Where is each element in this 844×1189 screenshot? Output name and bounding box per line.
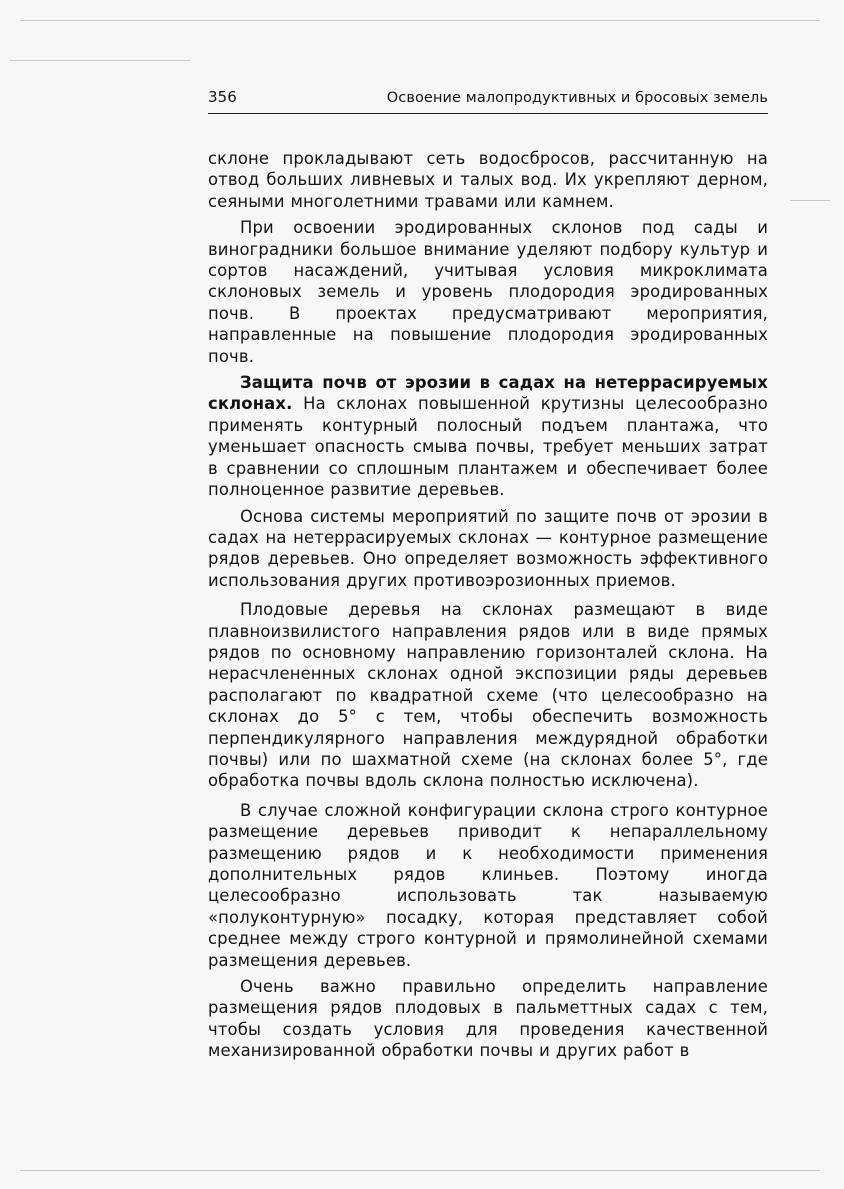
scan-noise-line <box>790 200 830 201</box>
scan-noise-line <box>20 1170 820 1171</box>
paragraph: В случае сложной конфигурации склона строго контурное размещение деревьев приводит к непараллельному размещению рядов и к необходимости применения дополнительных рядов клиньев. Поэтому иногда целесообразно использовать так называемую «полуконтурную» посадку, которая представляет собой среднее между строго контурной и прямолинейной схемами размещения деревьев. <box>208 800 768 970</box>
page-number: 356 <box>208 88 237 106</box>
paragraph: Очень важно правильно определить направление размещения рядов плодовых в пальметтных садах с тем, чтобы создать условия для проведения качественной механизированной обработки почвы и других работ в <box>208 977 768 1061</box>
scan-noise-line <box>20 20 820 21</box>
paragraph-text: На склонах повышенной крутизны целесообразно применять контурный полосный подъем плантажа, что уменьшает опасность смыва почвы, требует меньших затрат в сравнении со сплошным плантажем и обеспечивает более полноценное развитие деревьев. <box>208 394 768 500</box>
page-body <box>208 148 768 1062</box>
paragraph <box>208 372 768 500</box>
paragraph: Плодовые деревья на склонах размещают в виде плавноизвилистого направления рядов или в виде прямых рядов по основному направлению горизонталей склона. На нерасчлененных склонах одной экспозиции ряды деревьев располагают по квадратной схеме (что целесообразно на склонах до 5° с тем, чтобы обеспечить возможность перпендикулярного направления междурядной обработки почвы) или по шахматной схеме (на склонах более 5°, где обработка почвы вдоль склона полностью исключена). <box>208 600 768 791</box>
paragraph: Основа системы мероприятий по защите почв от эрозии в садах на нетеррасируемых склонах — контурное размещение рядов деревьев. Оно определяет возможность эффективного использования других противоэрозионных приемов. <box>208 506 768 590</box>
running-title: Освоение малопродуктивных и бросовых земель <box>386 90 768 106</box>
paragraph: При освоении эродированных склонов под сады и виноградники большое внимание уделяют подбору культур и сортов насаждений, учитывая условия микроклимата склоновых земель и уровень плодородия эродированных почв. В проектах предусматривают мероприятия, направленные на повышение плодородия эродированных почв. <box>208 218 768 366</box>
scan-noise-line <box>10 60 190 61</box>
section-heading: Защита почв от эрозии в садах на нетеррасируемых склонах. <box>208 373 768 414</box>
book-page <box>208 88 768 1062</box>
paragraph: склоне прокладывают сеть водосбросов, рассчитанную на отвод больших ливневых и талых вод. Их укрепляют дерном, сеяными многолетними травами или камнем. <box>208 149 768 211</box>
page-header <box>208 88 768 114</box>
